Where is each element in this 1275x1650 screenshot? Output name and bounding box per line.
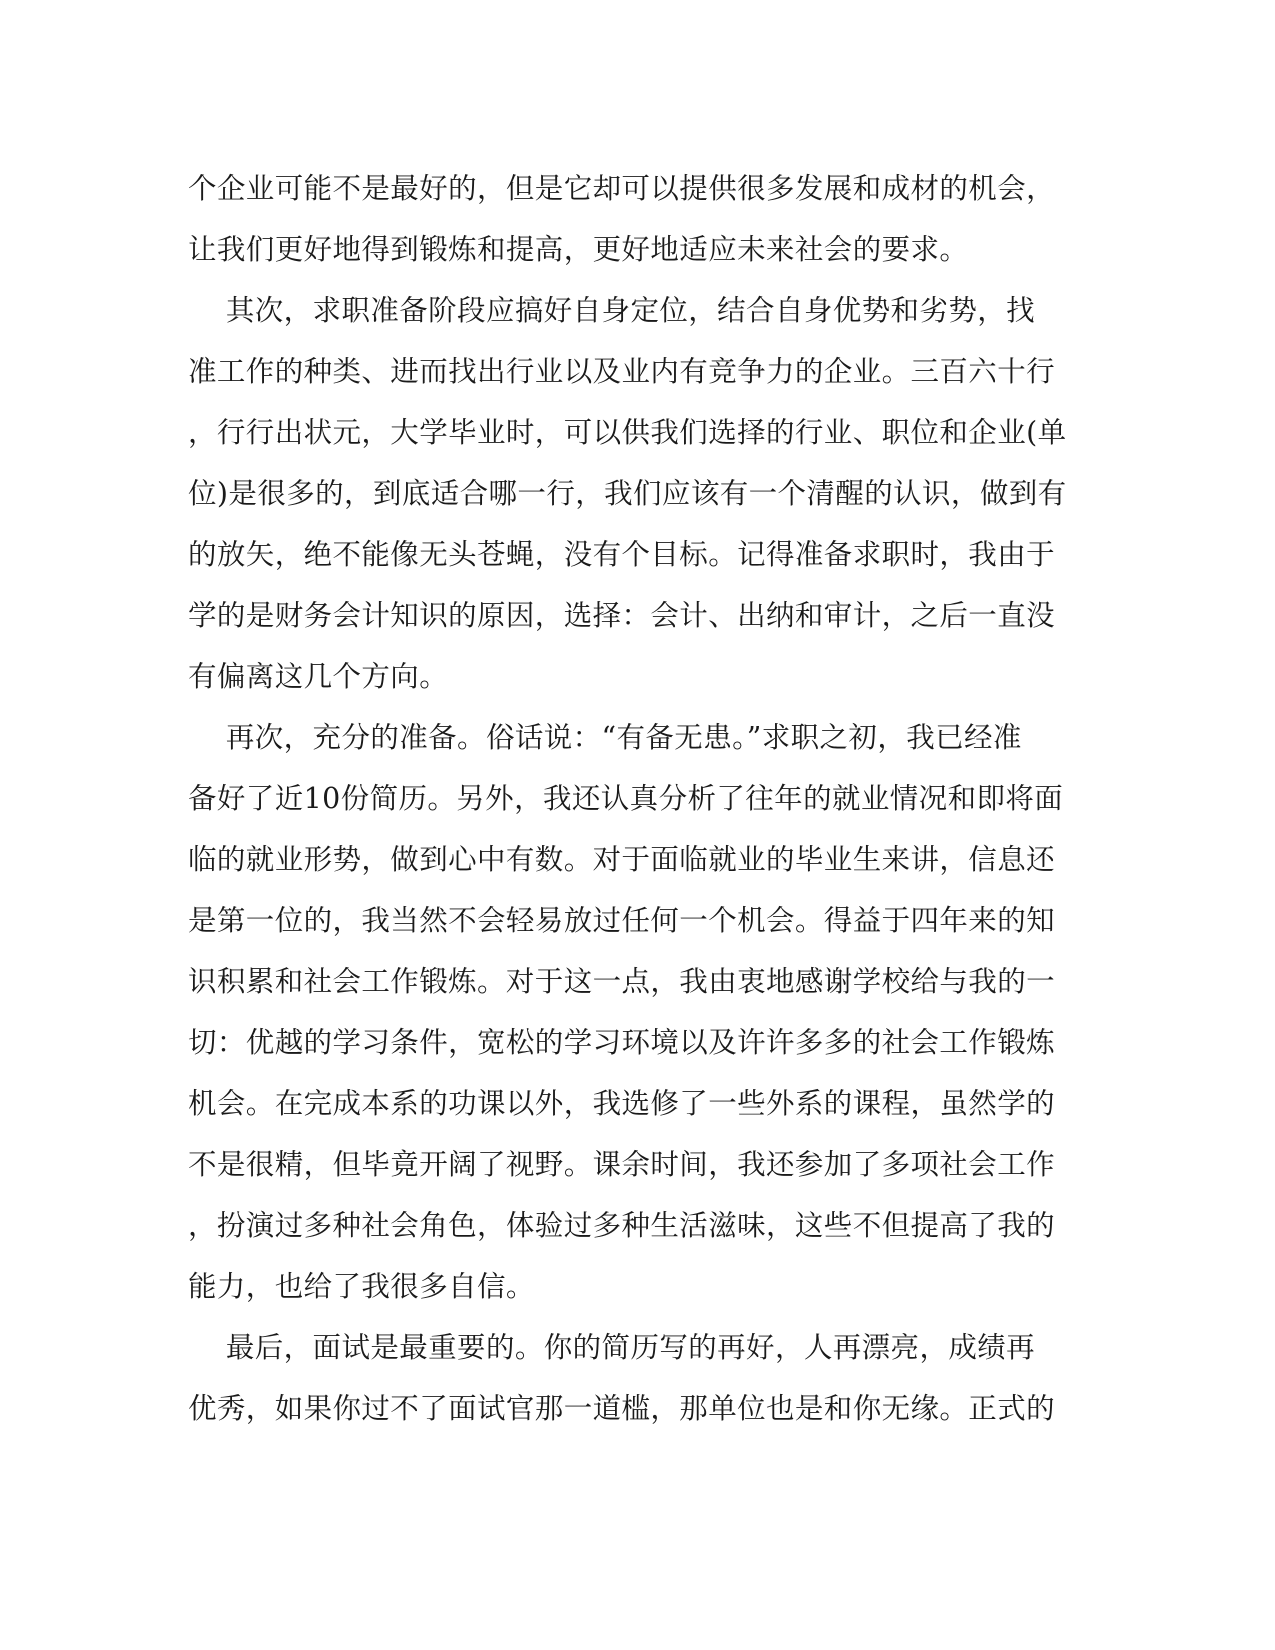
text-line: 的放矢，绝不能像无头苍蝇，没有个目标。记得准备求职时，我由于: [188, 538, 1056, 571]
text-line: 位)是很多的，到底适合哪一行，我们应该有一个清醒的认识，做到有: [188, 477, 1067, 510]
text-line: 机会。在完成本系的功课以外，我选修了一些外系的课程，虽然学的: [188, 1087, 1056, 1120]
text-line: 有偏离这几个方向。: [188, 660, 449, 693]
text-line: 准工作的种类、进而找出行业以及业内有竞争力的企业。三百六十行: [188, 355, 1056, 388]
text-line: 不是很精，但毕竟开阔了视野。课余时间，我还参加了多项社会工作: [188, 1148, 1056, 1181]
text-line: 再次，充分的准备。俗话说：“有备无患。”求职之初，我已经准: [188, 721, 1022, 754]
text-line: 备好了近10份简历。另外，我还认真分析了往年的就业情况和即将面: [188, 782, 1064, 815]
text-line: 学的是财务会计知识的原因，选择：会计、出纳和审计，之后一直没: [188, 599, 1056, 632]
body-text: [188, 158, 1088, 1439]
text-line: 让我们更好地得到锻炼和提高，更好地适应未来社会的要求。: [188, 233, 969, 266]
text-line: ，扮演过多种社会角色，体验过多种生活滋味，这些不但提高了我的: [188, 1209, 1056, 1242]
text-line: 个企业可能不是最好的，但是它却可以提供很多发展和成材的机会，: [188, 172, 1056, 205]
text-line: 识积累和社会工作锻炼。对于这一点，我由衷地感谢学校给与我的一: [188, 965, 1056, 998]
text-line: 切：优越的学习条件，宽松的学习环境以及许许多多的社会工作锻炼: [188, 1026, 1056, 1059]
text-line: ，行行出状元，大学毕业时，可以供我们选择的行业、职位和企业(单: [188, 416, 1067, 449]
text-line: 其次，求职准备阶段应搞好自身定位，结合自身优势和劣势，找: [188, 294, 1036, 327]
text-line: 是第一位的，我当然不会轻易放过任何一个机会。得益于四年来的知: [188, 904, 1056, 937]
text-line: 优秀，如果你过不了面试官那一道槛，那单位也是和你无缘。正式的: [188, 1392, 1056, 1425]
text-line: 最后，面试是最重要的。你的简历写的再好，人再漂亮，成绩再: [188, 1331, 1036, 1364]
text-line: 临的就业形势，做到心中有数。对于面临就业的毕业生来讲，信息还: [188, 843, 1056, 876]
text-line: 能力，也给了我很多自信。: [188, 1270, 535, 1303]
